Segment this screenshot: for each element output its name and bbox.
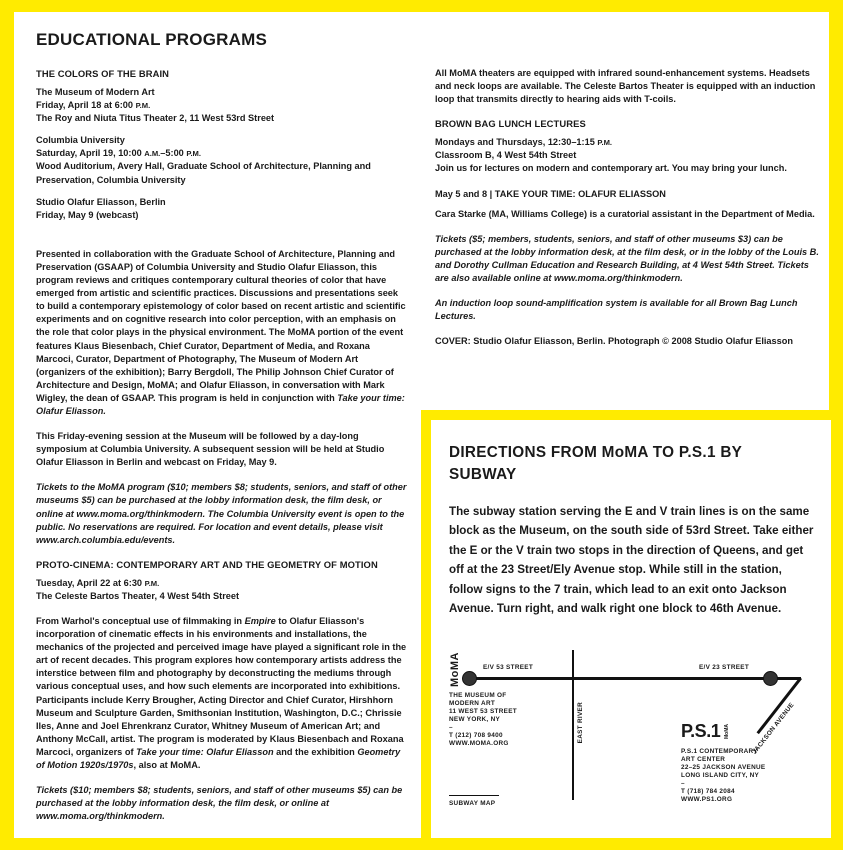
directions-text: The subway station serving the E and V train lines is on the same block as the Museum, on the south side of 53rd Street. Take either the E or the V train two stops in the direction of Queens, and get off at the 23 Street/Ely Avenue stop. While still in the station, follow signs to the 7 train, which lead to an exit onto Jackson Avenue. Turn right, and walk right one block to 46th Avenue. bbox=[449, 505, 814, 616]
directions-panel bbox=[431, 420, 831, 838]
station-23-street bbox=[763, 671, 778, 686]
proto-heading: PROTO-CINEMA: CONTEMPORARY ART AND THE GEOMETRY OF MOTION bbox=[36, 558, 378, 570]
moma-logo: MoMA bbox=[449, 652, 461, 687]
colors-heading: THE COLORS OF THE BRAIN bbox=[36, 68, 170, 79]
subway-map-legend: SUBWAY MAP bbox=[449, 800, 496, 807]
river-line bbox=[572, 650, 574, 800]
legend-rule bbox=[449, 795, 499, 796]
left-panel bbox=[14, 12, 421, 838]
studio-name: Studio Olafur Eliasson, Berlin bbox=[36, 196, 166, 207]
may-heading: May 5 and 8 | TAKE YOUR TIME: OLAFUR ELIASSON bbox=[435, 188, 666, 199]
brown-bag-time: Mondays and Thursdays, 12:30–1:15 P.M. bbox=[435, 137, 613, 148]
brown-bag-info bbox=[435, 136, 819, 175]
brown-bag-join: Join us for lectures on modern and contemporary art. You may bring your lunch. bbox=[435, 163, 787, 174]
station-23-label: E/V 23 STREET bbox=[699, 664, 750, 671]
ps1-logo-moma: MoMA bbox=[724, 724, 730, 739]
station-53-label: E/V 53 STREET bbox=[483, 664, 534, 671]
subway-line bbox=[469, 677, 801, 680]
cara-note: Cara Starke (MA, Williams College) is a curatorial assistant in the Department of Media. bbox=[435, 208, 815, 219]
jackson-avenue-label: JACKSON AVENUE bbox=[751, 701, 796, 756]
page-title: EDUCATIONAL PROGRAMS bbox=[36, 30, 267, 49]
columbia-place: Wood Auditorium, Avery Hall, Graduate School of Architecture, Planning and Preservation, Columbia University bbox=[36, 161, 371, 185]
brown-bag-place: Classroom B, 4 West 54th Street bbox=[435, 150, 577, 161]
colors-tickets: Tickets to the MoMA program ($10; members $8; students, seniors, and staff of other museums $5) can be purchased at the lobby information desk, the film desk, or online at www.moma.org/thinkmodern. The Columbia University event is open to the public. No reservations are required. For location and event details, please visit www.arch.columbia.edu/events. bbox=[36, 482, 407, 545]
moma-date: Friday, April 18 at 6:00 P.M. bbox=[36, 100, 151, 111]
proto-tickets: Tickets ($10; members $8; students, seniors, and staff of other museums $5) can be purchased at the lobby information desk, the film desk, or online at www.moma.org/thinkmodern. bbox=[36, 785, 403, 822]
proto-session bbox=[36, 577, 407, 603]
directions-title: DIRECTIONS FROM MoMA TO P.S.1 BY SUBWAY bbox=[449, 444, 742, 483]
east-river-label: EAST RIVER bbox=[577, 702, 584, 744]
ps1-logo: P.S.1 bbox=[681, 721, 721, 741]
cover-credit: COVER: Studio Olafur Eliasson, Berlin. Photograph © 2008 Studio Olafur Eliasson bbox=[435, 336, 793, 347]
brown-bag-heading: BROWN BAG LUNCH LECTURES bbox=[435, 118, 586, 130]
studio-date: Friday, May 9 (webcast) bbox=[36, 209, 139, 220]
proto-date: Tuesday, April 22 at 6:30 P.M. bbox=[36, 577, 160, 588]
moma-place: The Roy and Niuta Titus Theater 2, 11 West 53rd Street bbox=[36, 113, 275, 124]
brown-bag-tickets: Tickets ($5; members, students, seniors, and staff of other museums $3) can be purchased at the lobby information desk, at the film desk, or in the lobby of the Louis B. and Dorothy Cullman Education and Research Building, at 4 West 54th Street. Tickets are also available online at www.moma.org/thinkmodern. bbox=[435, 233, 819, 284]
subway-map bbox=[449, 650, 819, 825]
columbia-session bbox=[36, 134, 407, 186]
station-53-street bbox=[462, 671, 477, 686]
right-panel bbox=[421, 12, 829, 410]
columbia-date: Saturday, April 19, 10:00 A.M.–5:00 P.M. bbox=[36, 148, 201, 159]
proto-place: The Celeste Bartos Theater, 4 West 54th Street bbox=[36, 590, 240, 601]
colors-body-2: This Friday-evening session at the Museum will be followed by a day-long symposium at Columbia University. A subsequent session will be held at Studio Olafur Eliasson in Berlin and webcast on Friday, May 9. bbox=[36, 431, 385, 468]
moma-address: THE MUSEUM OF MODERN ART 11 WEST 53 STREET NEW YORK, NY – T (212) 708 9400 WWW.MOMA.ORG bbox=[449, 692, 517, 747]
induction-note: An induction loop sound-amplification system is available for all Brown Bag Lunch Lectures. bbox=[435, 298, 798, 322]
colors-body: Presented in collaboration with the Graduate School of Architecture, Planning and Preservation (GSAAP) of Columbia University and Studio Olafur Eliasson, this program reviews and critiques contemporary cultural theories of color that have emerged from artistic and scientific practices. Discussions and presentations seek to build a contemporary epistemology of color based on recent artistic and scientific experiments and on cognitive research into color perception, with an emphasis on the role that color plays in the physical environment. The MoMA portion of the event features Klaus Biesenbach, Chief Curator, Department of Media, and Roxana Marcoci, Curator, Department of Photography, The Museum of Modern Art (organizers of the exhibition); Barry Bergdoll, The Philip Johnson Chief Curator of Architecture and Design, MoMA; and Olafur Eliasson, in conversation with Mark Wigley, the dean of GSAAP. This program is held in conjunction with Take your time: Olafur Eliasson. bbox=[36, 248, 406, 416]
moma-name: The Museum of Modern Art bbox=[36, 87, 155, 97]
studio-session bbox=[36, 196, 407, 222]
theaters-note: All MoMA theaters are equipped with infrared sound-enhancement systems. Headsets and neck loops are available. The Celeste Bartos Theater is equipped with an induction loop that transmits directly to hearing aids with T-coils. bbox=[435, 68, 816, 105]
proto-body: From Warhol's conceptual use of filmmaking in Empire to Olafur Eliasson's incorporation of cinematic effects in his environments and installations, the mechanics of the projected and perceived image have played a significant role in the art of recent decades. This program explores how contemporary artists address the interstice between film and photography by deconstructing the mediums through various conceptual uses, and how such elements are incorporated into exhibitions. Participants include Kerry Brougher, Acting Director and Chief Curator, Hirshhorn Museum and Sculpture Garden, Smithsonian Institution, Washington, D.C.; Chrissie Iles, Anne and Joel Ehrenkranz Curator, Whitney Museum of American Art; and Anthony McCall, artist. The program is moderated by Klaus Biesenbach and Roxana Marcoci, organizers of Take your time: Olafur Eliasson and the exhibition Geometry of Motion 1920s/1970s, also at MoMA. bbox=[36, 616, 407, 771]
moma-session bbox=[36, 86, 407, 125]
ps1-address: P.S.1 CONTEMPORARY ART CENTER 22–25 JACKSON AVENUE LONG ISLAND CITY, NY – T (718) 784 2084 WWW.PS1.ORG bbox=[681, 748, 766, 803]
columbia-name: Columbia University bbox=[36, 135, 125, 146]
